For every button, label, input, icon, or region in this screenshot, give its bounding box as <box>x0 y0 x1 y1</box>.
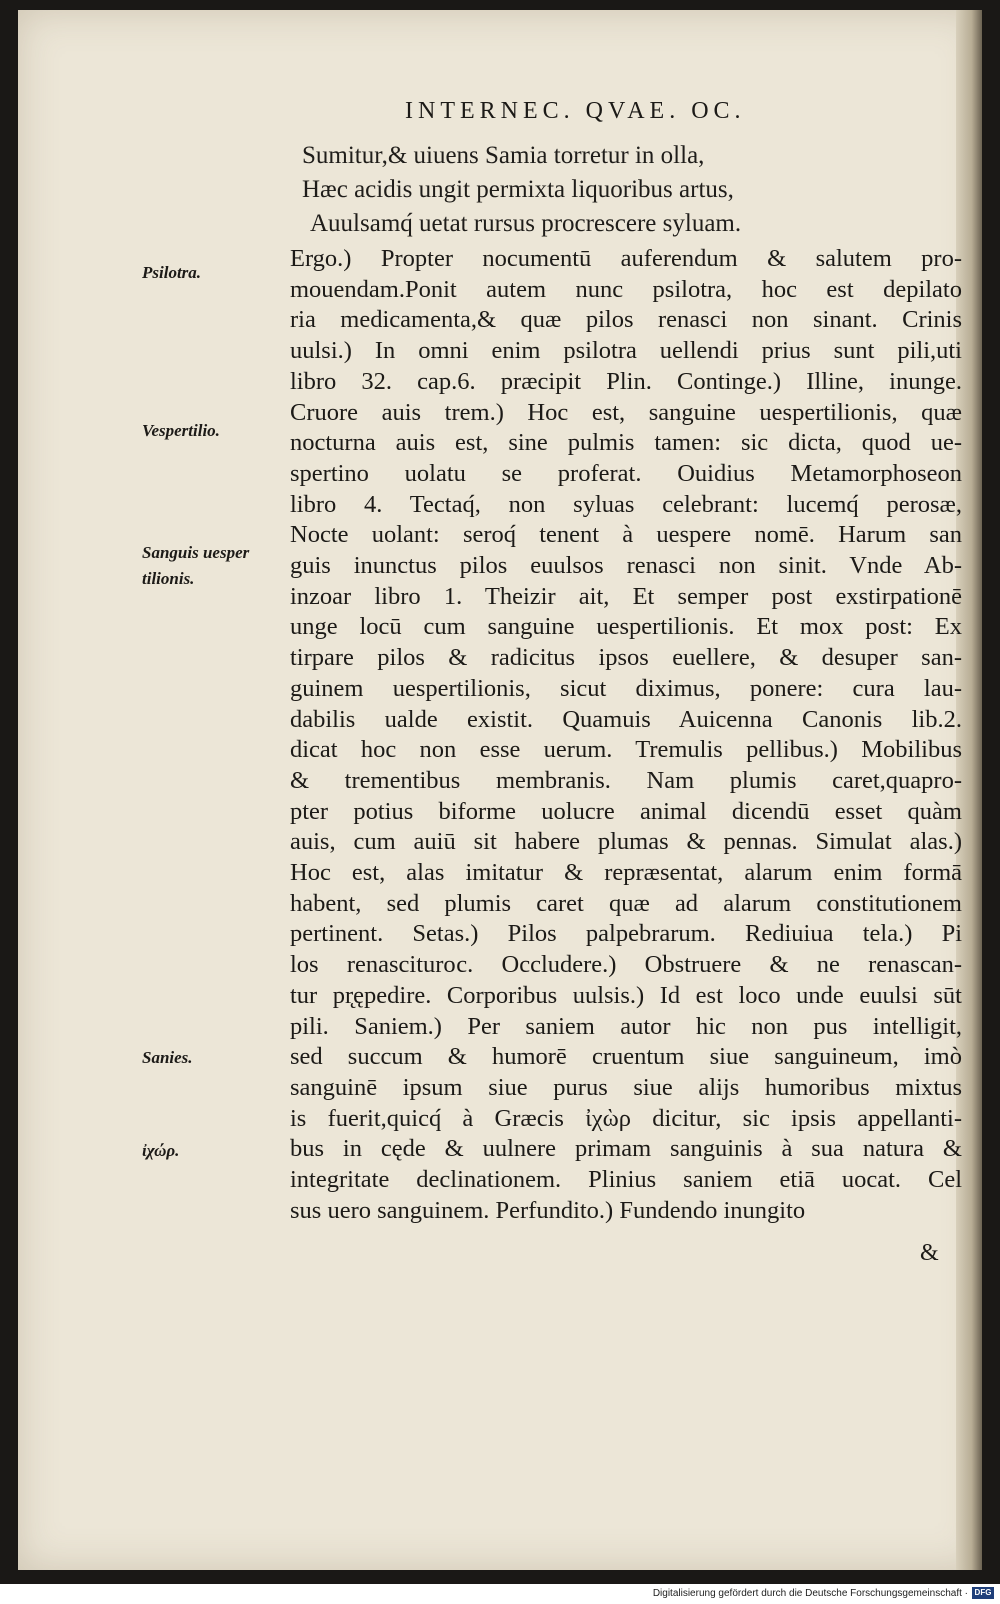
footer-credit: Digitalisierung gefördert durch die Deutsche Forschungsgemeinschaft · <box>652 1588 968 1599</box>
body-line: mouendam.Ponit autem nunc psilotra, hoc est depilato <box>290 275 962 303</box>
body-line: Hoc est, alas imitatur & repræsentat, alarum enim formā <box>290 859 962 886</box>
body-line: pili. Saniem.) Per saniem autor hic non pus intelligit, <box>290 1012 962 1040</box>
digitization-footer <box>0 1584 1000 1604</box>
body-line: habent, sed plumis caret quæ ad alarum constitutionem <box>290 889 962 917</box>
running-head: INTERNEC. QVAE. OC. <box>405 98 746 124</box>
body-line: guis inunctus pilos euulsos renasci non sinit. Vnde Ab- <box>290 552 962 579</box>
body-line: libro 32. cap.6. præcipit Plin. Continge.) Illine, inunge. <box>290 367 962 395</box>
body-line: tur pr̨ępedire. Corporibus uulsis.) Id est loco unde euulsi sūt <box>290 981 962 1009</box>
body-line: tirpare pilos & radicitus ipsos euellere, & desuper san- <box>290 644 962 672</box>
body-line: pertinent. Setas.) Pilos palpebrarum. Rediuiua tela.) Pi <box>290 920 962 948</box>
body-line: pter potius biforme uolucre animal dicendū esset quàm <box>290 797 962 825</box>
margin-note-sanies: Sanies. <box>142 1048 193 1067</box>
body-line: Ergo.) Propter nocumentū auferendum & salutem pro- <box>290 245 962 272</box>
margin-note-ichor: ἰχώρ. <box>142 1141 180 1160</box>
body-line: uulsi.) In omni enim psilotra uellendi prius sunt pili,uti <box>290 337 962 365</box>
body-line: is fuerit,quicq́ à Græcis ἰχὼρ dicitur, sic ipsis appellanti- <box>290 1104 962 1132</box>
body-line: Nocte uolant: seroq́ tenent à uespere nomē. Harum san <box>290 521 962 549</box>
body-line: ria medicamenta,& quæ pilos renasci non sinant. Crinis <box>290 306 962 334</box>
body-line: guinem uespertilionis, sicut diximus, ponere: cura lau- <box>290 674 962 702</box>
body-line: libro 4. Tectaq́, non syluas celebrant: lucemq́ perosæ, <box>290 490 962 518</box>
catchword: & <box>920 1240 939 1266</box>
dfg-logo: DFG <box>972 1587 994 1599</box>
verse-line-3: Auulsamq́ uetat rursus procrescere syluam. <box>310 210 742 237</box>
body-line: bus in cęde & uulnere primam sanguinis à sua natura & <box>290 1135 962 1163</box>
body-line: sus uero sanguinem. Perfundito.) Fundendo inungito <box>290 1196 806 1224</box>
body-line: dabilis ualde existit. Quamuis Auicenna Canonis lib.2. <box>290 705 962 733</box>
body-line: auis, cum auiū sit habere plumas & pennas. Simulat alas.) <box>290 828 962 856</box>
verse-line-1: Sumitur,& uiuens Samia torretur in olla, <box>302 142 705 169</box>
body-line: sed succum & humorē cruentum siue sanguineum, imò <box>290 1043 962 1071</box>
body-line: Cruore auis trem.) Hoc est, sanguine uespertilionis, quæ <box>290 398 962 426</box>
margin-note-sanguis-1: Sanguis uesper <box>142 543 250 562</box>
margin-note-sanguis-2: tilionis. <box>142 569 195 588</box>
verse-line-2: Hæc acidis ungit permixta liquoribus artus, <box>302 176 734 203</box>
body-line: spertino uolatu se proferat. Ouidius Metamorphoseon <box>290 459 962 487</box>
body-line: sanguinē ipsum siue purus siue alijs humoribus mixtus <box>290 1073 962 1101</box>
body-line: dicat hoc non esse uerum. Tremulis pellibus.) Mobilibus <box>290 736 962 764</box>
body-line: los renasciturос. Occludere.) Obstruere & ne renascan- <box>290 951 962 979</box>
body-line: integritate declinationem. Plinius saniem etiā uocat. Cel <box>290 1166 962 1193</box>
margin-note-psilotra: Psilotra. <box>142 263 202 282</box>
body-line: unge locū cum sanguine uespertilionis. Et mox post: Ex <box>290 613 962 641</box>
body-line: & trementibus membranis. Nam plumis caret,quapro- <box>290 766 962 794</box>
margin-note-vespertilio: Vespertilio. <box>142 421 220 440</box>
body-line: nocturna auis est, sine pulmis tamen: sic dicta, quod ue- <box>290 429 962 457</box>
body-line: inzoar libro 1. Theizir ait, Et semper post exstirpationē <box>290 582 962 610</box>
